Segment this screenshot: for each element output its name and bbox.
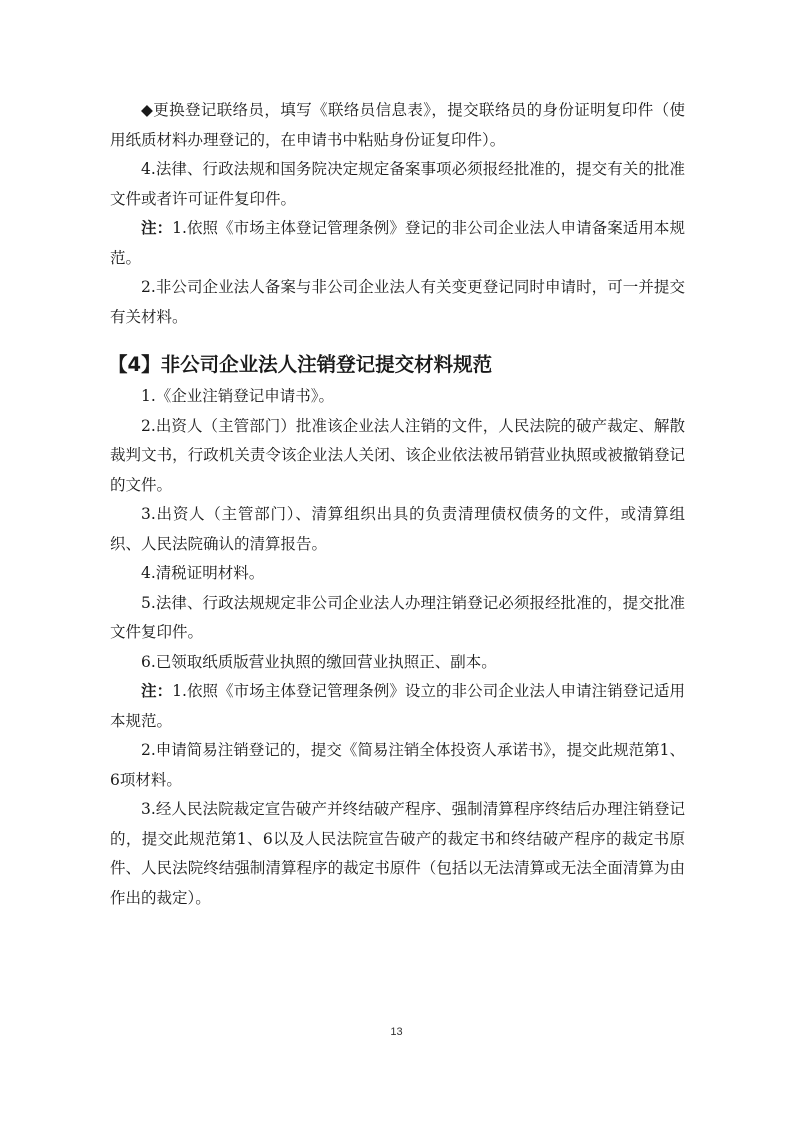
note-paragraph-2: 2.非公司企业法人备案与非公司企业法人有关变更登记同时申请时，可一并提交有关材料。 <box>110 278 685 326</box>
section-note-paragraph-1 <box>110 677 685 736</box>
page-number: 13 <box>390 1026 403 1038</box>
list-item: 4.清税证明材料。 <box>141 564 265 582</box>
section-note-paragraph-2: 2.申请简易注销登记的，提交《简易注销全体投资人承诺书》，提交此规范第1、6项材料。 <box>110 741 685 789</box>
note-text-1: 1.依照《市场主体登记管理条例》登记的非公司企业法人申请备案适用本规范。 <box>110 219 685 267</box>
list-item: 3.出资人（主管部门）、清算组织出具的负责清理债权债务的文件，或清算组织、人民法院确认的清算报告。 <box>110 505 685 553</box>
note-label: 注： <box>141 682 173 700</box>
list-item: 1.《企业注销登记申请书》。 <box>141 387 335 405</box>
section-heading: 【4】非公司企业法人注销登记提交材料规范 <box>108 353 493 376</box>
list-item: 2.出资人（主管部门）批准该企业法人注销的文件，人民法院的破产裁定、解散裁判文书，行政机关责令该企业法人关闭、该企业依法被吊销营业执照或被撤销登记的文件。 <box>110 416 685 494</box>
paragraph-approval-documents: 4.法律、行政法规和国务院决定规定备案事项必须报经批准的，提交有关的批准文件或者许可证件复印件。 <box>110 160 685 208</box>
note-paragraph-1 <box>110 214 685 273</box>
list-item: 5.法律、行政法规规定非公司企业法人办理注销登记必须报经批准的，提交批准文件复印件。 <box>110 593 685 641</box>
page-content <box>110 96 685 913</box>
paragraph-liaison-change: ◆更换登记联络员，填写《联络员信息表》，提交联络员的身份证明复印件（使用纸质材料办理登记的，在申请书中粘贴身份证复印件）。 <box>110 101 685 149</box>
section-note-text-1: 1.依照《市场主体登记管理条例》设立的非公司企业法人申请注销登记适用本规范。 <box>110 682 685 730</box>
section-note-paragraph-3: 3.经人民法院裁定宣告破产并终结破产程序、强制清算程序终结后办理注销登记的，提交此规范第1、6以及人民法院宣告破产的裁定书和终结破产程序的裁定书原件、人民法院终结强制清算程序的裁定书原件（包括以无法清算或无法全面清算为由作出的裁定）。 <box>110 800 685 907</box>
list-item: 6.已领取纸质版营业执照的缴回营业执照正、副本。 <box>141 652 497 671</box>
note-label: 注： <box>141 219 173 237</box>
